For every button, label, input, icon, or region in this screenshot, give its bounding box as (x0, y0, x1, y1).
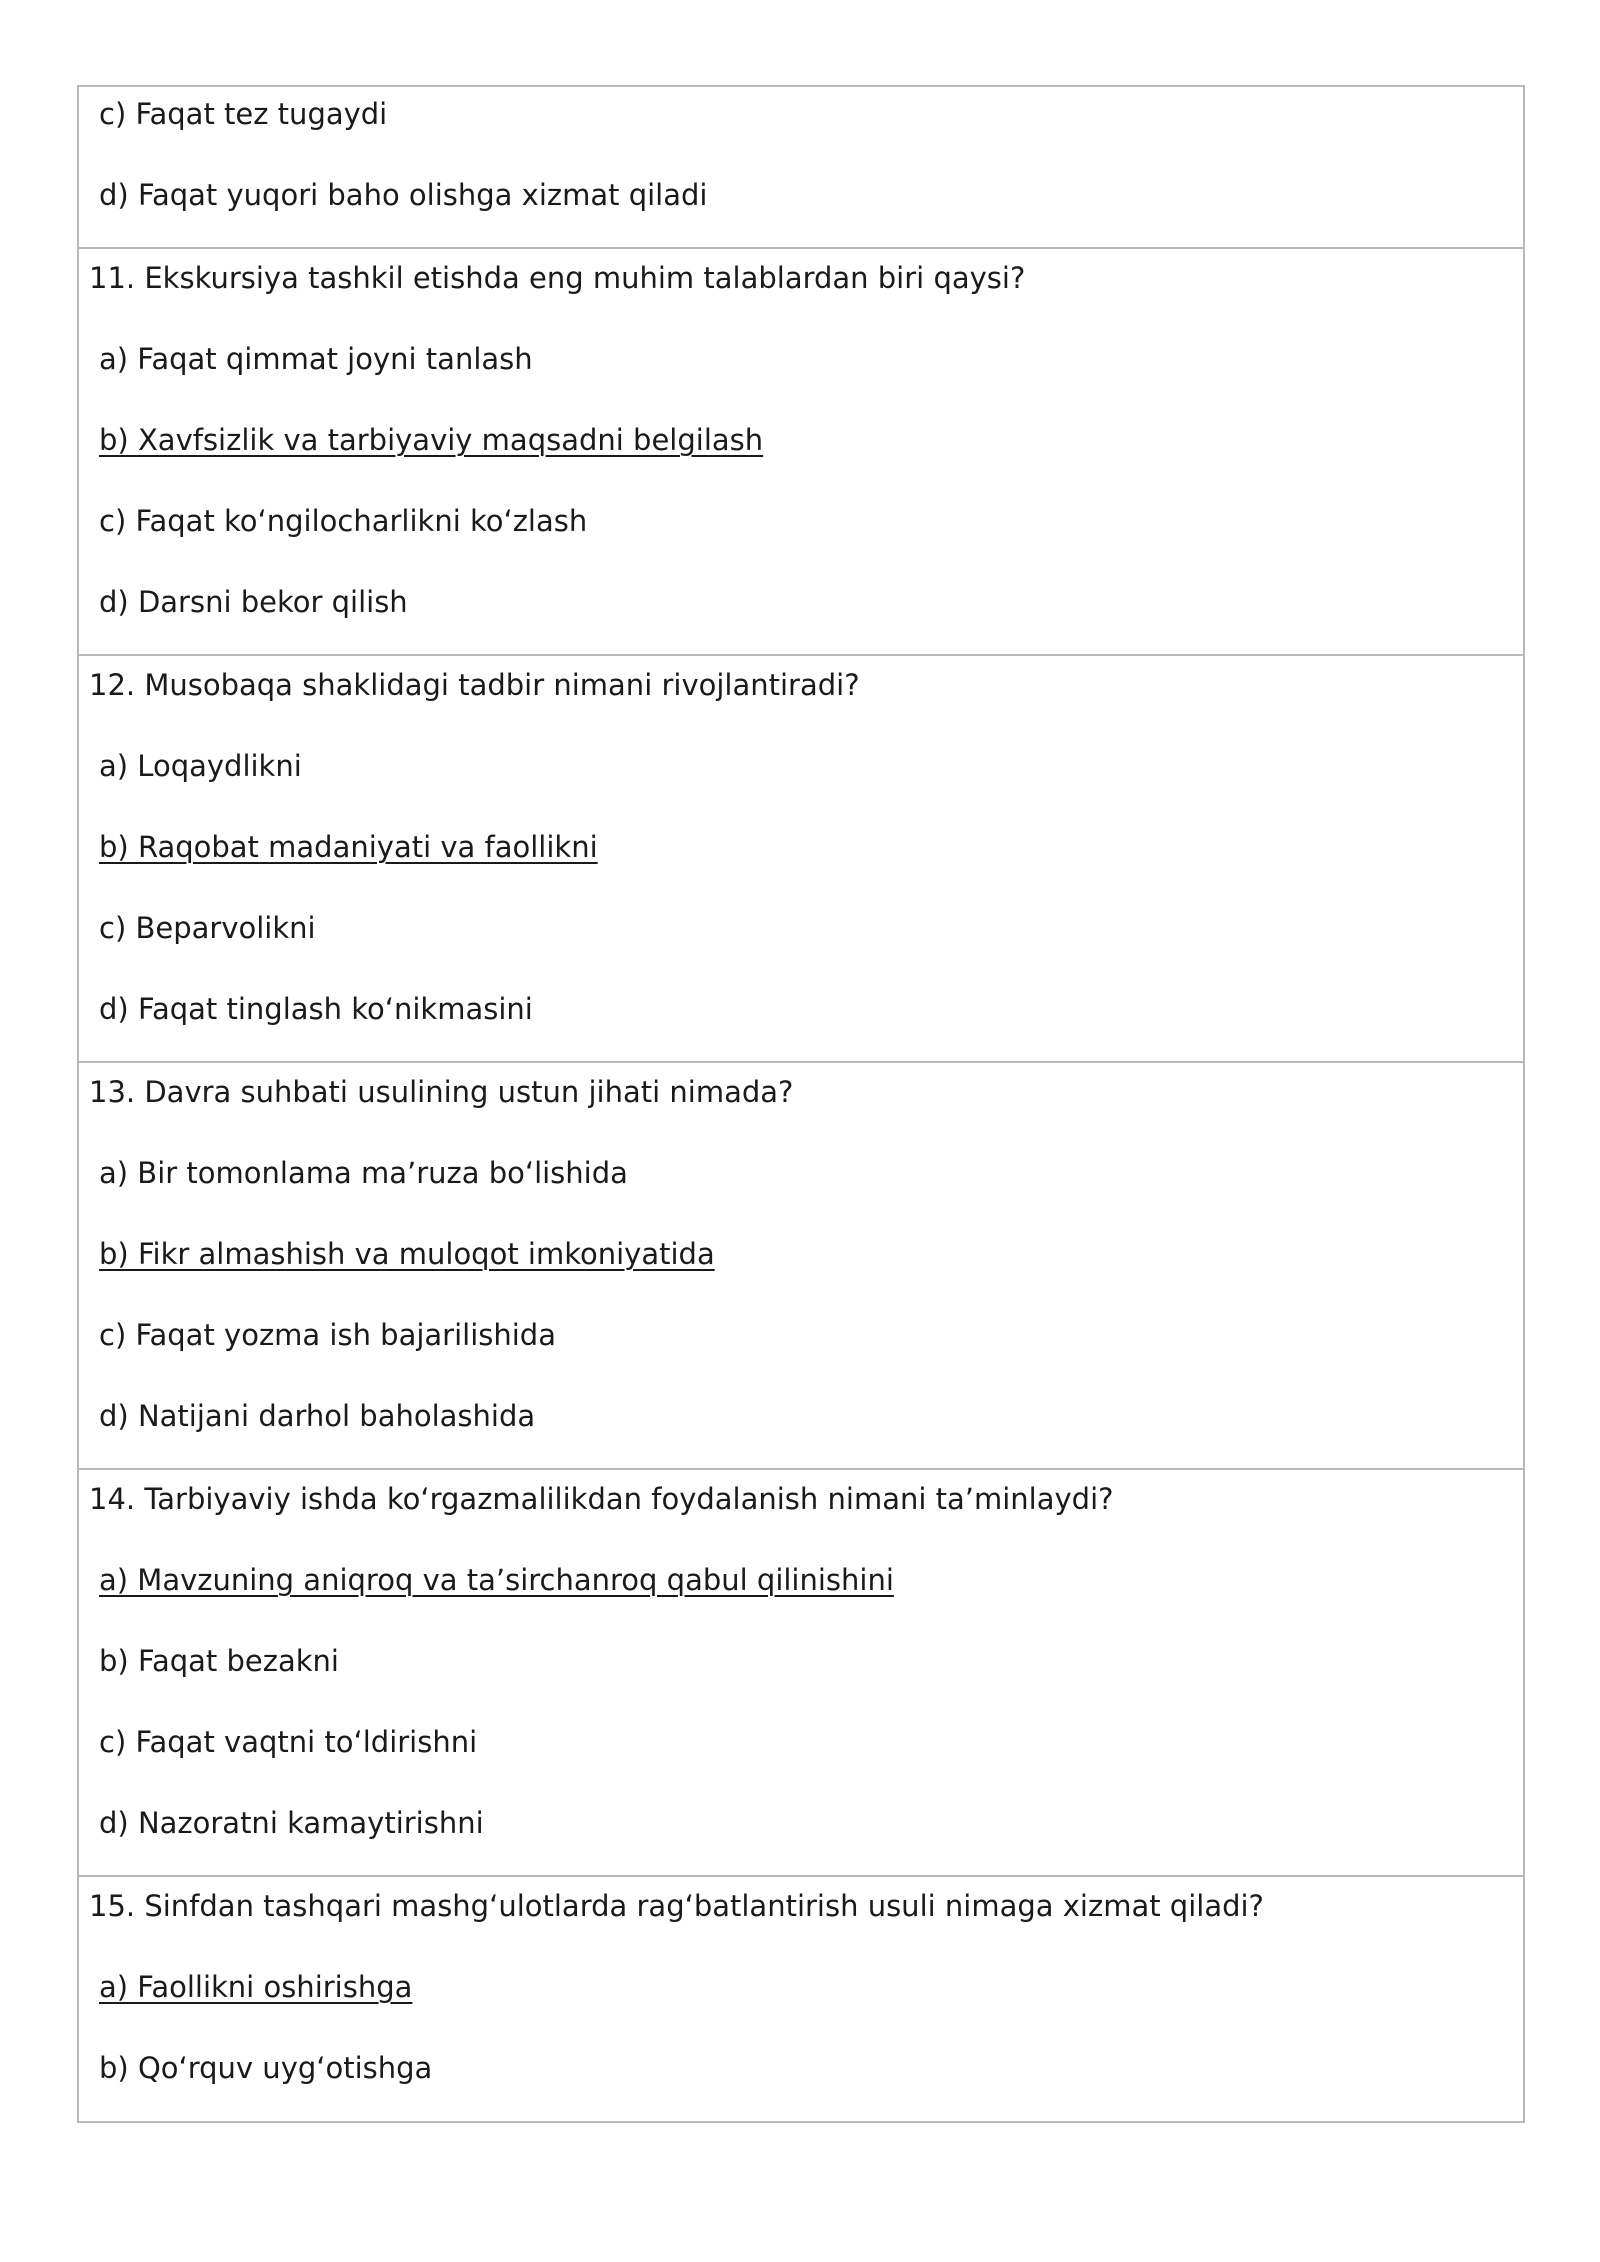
quiz-table (77, 85, 1525, 2123)
question-text: 15. Sinfdan tashqari mashg‘ulotlarda rag‘batlantirish usuli nimaga xizmat qiladi? (89, 1889, 1264, 1923)
answer-option: d) Natijani darhol baholashida (99, 1399, 536, 1433)
answer-option: c) Faqat ko‘ngilocharlikni ko‘zlash (99, 504, 588, 538)
answer-option-correct: b) Xavfsizlik va tarbiyaviy maqsadni belgilash (99, 423, 764, 457)
answer-option: c) Faqat yozma ish bajarilishida (99, 1318, 556, 1352)
question-cell-13 (79, 1061, 1523, 1433)
answer-option: b) Faqat bezakni (99, 1644, 339, 1678)
answer-option: a) Loqaydlikni (99, 749, 302, 783)
question-text: 14. Tarbiyaviy ishda ko‘rgazmalilikdan foydalanish nimani ta’minlaydi? (89, 1482, 1114, 1516)
question-cell-10-continued (79, 97, 1523, 212)
answer-option-correct: b) Raqobat madaniyati va faollikni (99, 830, 598, 864)
answer-option: b) Qo‘rquv uyg‘otishga (99, 2051, 433, 2085)
question-cell-12 (79, 654, 1523, 1026)
question-text: 13. Davra suhbati usulining ustun jihati nimada? (89, 1075, 794, 1109)
answer-option-correct: a) Mavzuning aniqroq va ta’sirchanroq qabul qilinishini (99, 1563, 894, 1597)
answer-option: d) Nazoratni kamaytirishni (99, 1806, 484, 1840)
answer-option: c) Faqat vaqtni to‘ldirishni (99, 1725, 478, 1759)
answer-option: d) Faqat yuqori baho olishga xizmat qiladi (99, 178, 708, 212)
answer-option: c) Beparvolikni (99, 911, 316, 945)
question-cell-11 (79, 247, 1523, 619)
answer-option: c) Faqat tez tugaydi (99, 97, 388, 131)
question-cell-14 (79, 1468, 1523, 1840)
answer-option: d) Darsni bekor qilish (99, 585, 408, 619)
answer-option-correct: b) Fikr almashish va muloqot imkoniyatida (99, 1237, 715, 1271)
answer-option: a) Faqat qimmat joyni tanlash (99, 342, 533, 376)
question-text: 11. Ekskursiya tashkil etishda eng muhim talablardan biri qaysi? (89, 261, 1026, 295)
answer-option-correct: a) Faollikni oshirishga (99, 1970, 413, 2004)
answer-option: d) Faqat tinglash ko‘nikmasini (99, 992, 533, 1026)
question-text: 12. Musobaqa shaklidagi tadbir nimani rivojlantiradi? (89, 668, 860, 702)
answer-option: a) Bir tomonlama ma’ruza bo‘lishida (99, 1156, 628, 1190)
question-cell-15 (79, 1875, 1523, 2085)
